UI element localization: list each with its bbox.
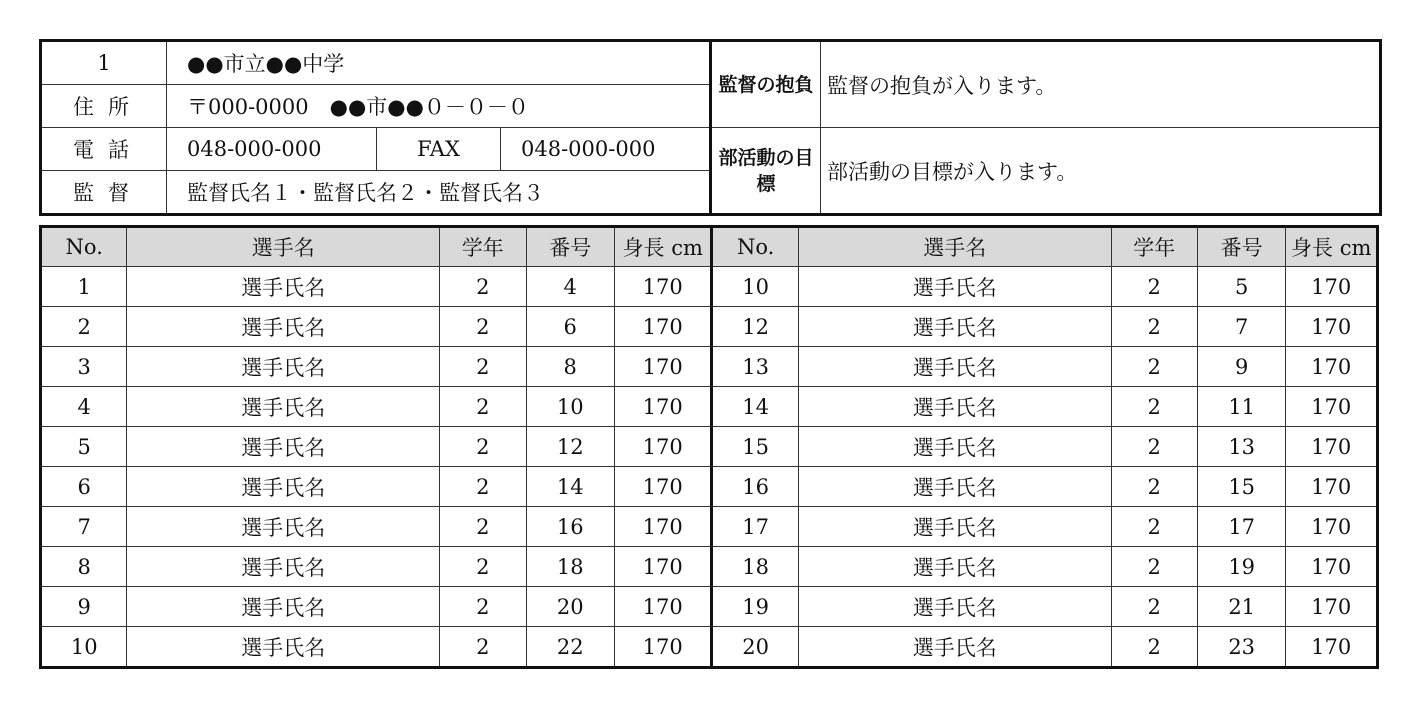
- player-no: 12: [712, 307, 798, 347]
- player-name: 選手氏名: [127, 627, 440, 668]
- player-height: 170: [614, 627, 712, 668]
- player-grade: 2: [440, 427, 526, 467]
- player-height: 170: [614, 427, 712, 467]
- player-number: 10: [526, 387, 614, 427]
- player-height: 170: [1286, 427, 1378, 467]
- player-height: 170: [1286, 547, 1378, 587]
- header-grade: 学年: [440, 227, 526, 267]
- roster-header-row: [41, 227, 1378, 267]
- player-number: 12: [526, 427, 614, 467]
- address-value: 〒000-0000 ●●市●●０－０－０: [167, 85, 711, 128]
- player-name: 選手氏名: [798, 467, 1111, 507]
- player-number: 11: [1197, 387, 1285, 427]
- player-height: 170: [614, 507, 712, 547]
- header-player-name: 選手名: [798, 227, 1111, 267]
- player-number: 4: [526, 267, 614, 307]
- player-grade: 2: [440, 467, 526, 507]
- player-number: 14: [526, 467, 614, 507]
- player-no: 6: [41, 467, 127, 507]
- header-no: No.: [41, 227, 127, 267]
- table-row: [41, 627, 1378, 668]
- player-no: 15: [712, 427, 798, 467]
- player-number: 5: [1197, 267, 1285, 307]
- table-row: [41, 307, 1378, 347]
- ambition-value: 監督の抱負が入ります。: [821, 41, 1381, 128]
- player-name: 選手氏名: [127, 427, 440, 467]
- header-player-name: 選手名: [127, 227, 440, 267]
- player-number: 17: [1197, 507, 1285, 547]
- header-height: 身長 cm: [1286, 227, 1378, 267]
- player-no: 14: [712, 387, 798, 427]
- player-height: 170: [614, 347, 712, 387]
- player-height: 170: [1286, 387, 1378, 427]
- player-number: 13: [1197, 427, 1285, 467]
- player-number: 23: [1197, 627, 1285, 668]
- header-height: 身長 cm: [614, 227, 712, 267]
- player-number: 8: [526, 347, 614, 387]
- header-no: No.: [712, 227, 798, 267]
- player-grade: 2: [1111, 627, 1197, 668]
- player-no: 8: [41, 547, 127, 587]
- header-jersey-number: 番号: [1197, 227, 1285, 267]
- player-height: 170: [1286, 507, 1378, 547]
- player-name: 選手氏名: [127, 467, 440, 507]
- header-jersey-number: 番号: [526, 227, 614, 267]
- player-grade: 2: [440, 347, 526, 387]
- player-grade: 2: [440, 627, 526, 668]
- player-height: 170: [1286, 587, 1378, 627]
- player-grade: 2: [440, 547, 526, 587]
- player-grade: 2: [440, 387, 526, 427]
- player-name: 選手氏名: [127, 387, 440, 427]
- player-height: 170: [614, 467, 712, 507]
- player-no: 20: [712, 627, 798, 668]
- player-height: 170: [1286, 307, 1378, 347]
- goal-label: 部活動の目標: [711, 128, 821, 215]
- player-grade: 2: [1111, 467, 1197, 507]
- player-grade: 2: [1111, 507, 1197, 547]
- player-name: 選手氏名: [798, 587, 1111, 627]
- player-name: 選手氏名: [798, 507, 1111, 547]
- player-height: 170: [1286, 467, 1378, 507]
- player-no: 3: [41, 347, 127, 387]
- player-name: 選手氏名: [127, 307, 440, 347]
- player-roster-table: [39, 225, 1379, 669]
- team-number: 1: [41, 41, 167, 85]
- table-row: [41, 547, 1378, 587]
- player-no: 16: [712, 467, 798, 507]
- fax-label: FAX: [377, 128, 501, 171]
- player-grade: 2: [1111, 307, 1197, 347]
- player-no: 5: [41, 427, 127, 467]
- table-row: [41, 507, 1378, 547]
- player-no: 2: [41, 307, 127, 347]
- ambition-label: 監督の抱負: [711, 41, 821, 128]
- team-info-table: [39, 39, 1382, 216]
- phone-value: 048-000-000: [167, 128, 377, 171]
- player-height: 170: [614, 547, 712, 587]
- player-grade: 2: [1111, 347, 1197, 387]
- player-number: 22: [526, 627, 614, 668]
- address-label: 住所: [41, 85, 167, 128]
- player-no: 13: [712, 347, 798, 387]
- player-number: 6: [526, 307, 614, 347]
- player-no: 7: [41, 507, 127, 547]
- player-number: 15: [1197, 467, 1285, 507]
- table-row: [41, 347, 1378, 387]
- player-no: 10: [712, 267, 798, 307]
- player-number: 16: [526, 507, 614, 547]
- table-row: [41, 387, 1378, 427]
- player-number: 7: [1197, 307, 1285, 347]
- school-name: ●●市立●●中学: [167, 41, 711, 85]
- player-name: 選手氏名: [798, 347, 1111, 387]
- player-grade: 2: [440, 267, 526, 307]
- player-number: 9: [1197, 347, 1285, 387]
- player-no: 4: [41, 387, 127, 427]
- player-height: 170: [614, 267, 712, 307]
- player-name: 選手氏名: [127, 267, 440, 307]
- phone-label: 電話: [41, 128, 167, 171]
- player-grade: 2: [440, 507, 526, 547]
- player-name: 選手氏名: [798, 267, 1111, 307]
- player-number: 21: [1197, 587, 1285, 627]
- fax-value: 048-000-000: [501, 128, 711, 171]
- player-name: 選手氏名: [127, 507, 440, 547]
- coach-label: 監督: [41, 171, 167, 215]
- player-grade: 2: [1111, 387, 1197, 427]
- table-row: [41, 467, 1378, 507]
- player-number: 18: [526, 547, 614, 587]
- player-height: 170: [1286, 627, 1378, 668]
- player-grade: 2: [440, 587, 526, 627]
- table-row: [41, 427, 1378, 467]
- player-no: 9: [41, 587, 127, 627]
- player-no: 19: [712, 587, 798, 627]
- player-name: 選手氏名: [798, 387, 1111, 427]
- player-height: 170: [614, 307, 712, 347]
- player-no: 17: [712, 507, 798, 547]
- player-height: 170: [614, 387, 712, 427]
- goal-value: 部活動の目標が入ります。: [821, 128, 1381, 215]
- player-grade: 2: [1111, 427, 1197, 467]
- player-no: 1: [41, 267, 127, 307]
- player-grade: 2: [1111, 267, 1197, 307]
- player-name: 選手氏名: [127, 587, 440, 627]
- player-height: 170: [1286, 267, 1378, 307]
- player-name: 選手氏名: [798, 547, 1111, 587]
- header-grade: 学年: [1111, 227, 1197, 267]
- player-number: 19: [1197, 547, 1285, 587]
- player-name: 選手氏名: [798, 627, 1111, 668]
- player-no: 18: [712, 547, 798, 587]
- player-grade: 2: [1111, 547, 1197, 587]
- player-height: 170: [614, 587, 712, 627]
- table-row: [41, 587, 1378, 627]
- player-name: 選手氏名: [798, 307, 1111, 347]
- player-height: 170: [1286, 347, 1378, 387]
- player-name: 選手氏名: [127, 347, 440, 387]
- player-name: 選手氏名: [127, 547, 440, 587]
- player-grade: 2: [1111, 587, 1197, 627]
- player-name: 選手氏名: [798, 427, 1111, 467]
- player-no: 10: [41, 627, 127, 668]
- player-grade: 2: [440, 307, 526, 347]
- table-row: [41, 267, 1378, 307]
- coach-names: 監督氏名１・監督氏名２・監督氏名３: [167, 171, 711, 215]
- player-number: 20: [526, 587, 614, 627]
